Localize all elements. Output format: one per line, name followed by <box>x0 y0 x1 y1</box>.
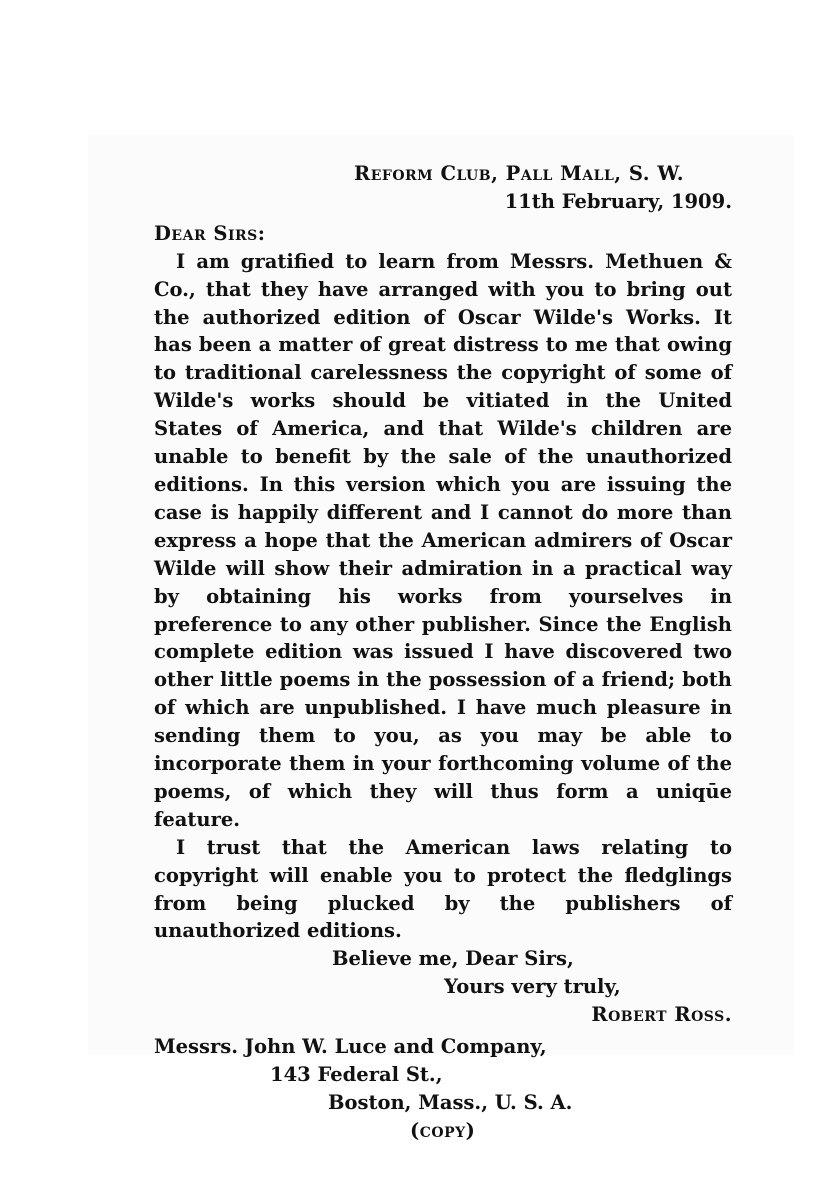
letter <box>154 160 732 1145</box>
recipient-address <box>154 1033 732 1117</box>
closing-line-2: Yours very truly, <box>444 975 621 999</box>
salutation: Dear Sirs: <box>154 221 266 245</box>
letter-date: 11th February, 1909. <box>504 189 732 213</box>
address-line-1: Messrs. John W. Luce and Company, <box>154 1035 547 1059</box>
body-paragraph-2: I trust that the American laws relating to copyright will enable you to protect the fledglings from being plucked by the publishers of unauthorized editions. <box>154 835 732 943</box>
address-line-3: Boston, Mass., U. S. A. <box>328 1090 573 1114</box>
signature: Robert Ross. <box>591 1003 732 1027</box>
closing-line-1: Believe me, Dear Sirs, <box>332 947 574 971</box>
body-paragraph-1: I am gratified to learn from Messrs. Methuen & Co., that they have arranged with you to bring out the authorized edition of Oscar Wilde's Works. It has been a matter of great distress to me that owing to traditional carelessness the copyright of some of Wilde's works should be vitiated in the United States of America, and that Wilde's children are unable to benefit by the sale of the unauthorized editions. In this version which you are issuing the case is happily different and I cannot do more than express a hope that the American admirers of Oscar Wilde will show their admiration in a practical way by obtaining his works from yourselves in preference to any other publisher. Since the English complete edition was issued I have discovered two other little poems in the possession of a friend; both of which are unpublished. I have much pleasure in sending them to you, as you may be able to incorporate them in your forthcoming volume of the poems, of which they will thus form a uniqūe feature. <box>154 249 732 831</box>
copy-mark: (copy) <box>410 1118 476 1142</box>
address-line-2: 143 Federal St., <box>270 1063 443 1086</box>
letterhead-address: Reform Club, Pall Mall, S. W. <box>354 162 684 185</box>
